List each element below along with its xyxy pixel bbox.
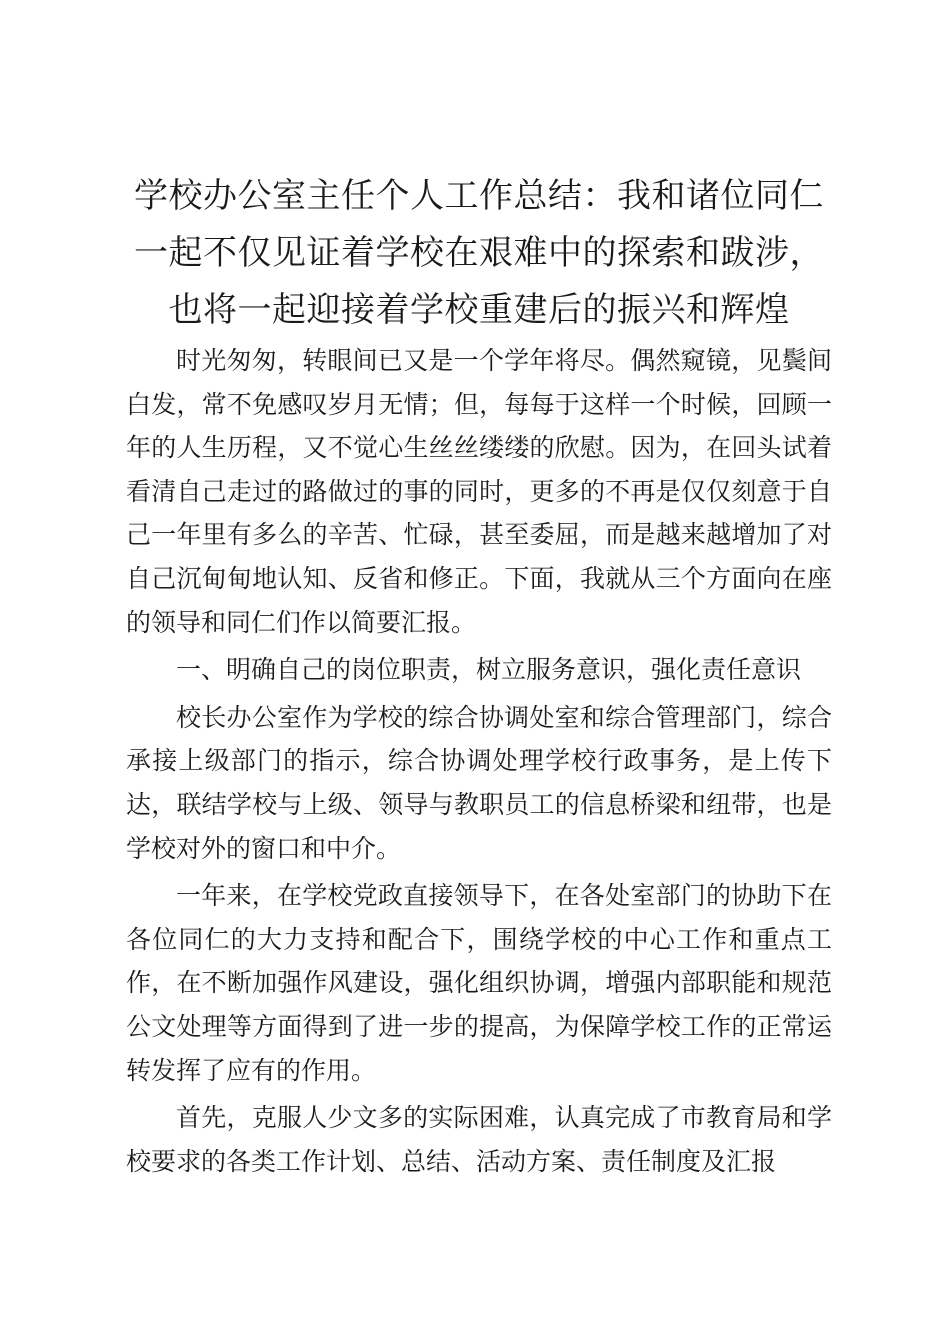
paragraph-office-role: 校长办公室作为学校的综合协调处室和综合管理部门，综合承接上级部门的指示，综合协调处理学校行政事务，是上传下达，联结学校与上级、领导与教职员工的信息桥梁和纽带，也是学校对外的窗口和中介。	[126, 702, 832, 863]
paragraph-intro: 时光匆匆，转眼间已又是一个学年将尽。偶然窥镜，见鬓间白发，常不免感叹岁月无情；但，每每于这样一个时候，回顾一年的人生历程，又不觉心生丝丝缕缕的欣慰。因为，在回头试着看清自己走过的路做过的事的同时，更多的不再是仅仅刻意于自己一年里有多么的辛苦、忙碌，甚至委屈，而是越来越增加了对自己沉甸甸地认知、反省和修正。下面，我就从三个方面向在座的领导和同仁们作以简要汇报。	[126, 346, 832, 637]
document-body	[126, 168, 832, 1183]
paragraph-first-point: 首先，克服人少文多的实际困难，认真完成了市教育局和学校要求的各类工作计划、总结、活动方案、责任制度及汇报	[126, 1103, 832, 1176]
document-title: 学校办公室主任个人工作总结：我和诸位同仁一起不仅见证着学校在艰难中的探索和跋涉，也将一起迎接着学校重建后的振兴和辉煌	[134, 176, 824, 330]
paragraph-year-review: 一年来，在学校党政直接领导下，在各处室部门的协助下在各位同仁的大力支持和配合下，围绕学校的中心工作和重点工作，在不断加强作风建设，强化组织协调，增强内部职能和规范公文处理等方面得到了进一步的提高，为保障学校工作的正常运转发挥了应有的作用。	[126, 881, 832, 1085]
section-heading-1: 一、明确自己的岗位职责，树立服务意识，强化责任意识	[176, 655, 802, 685]
